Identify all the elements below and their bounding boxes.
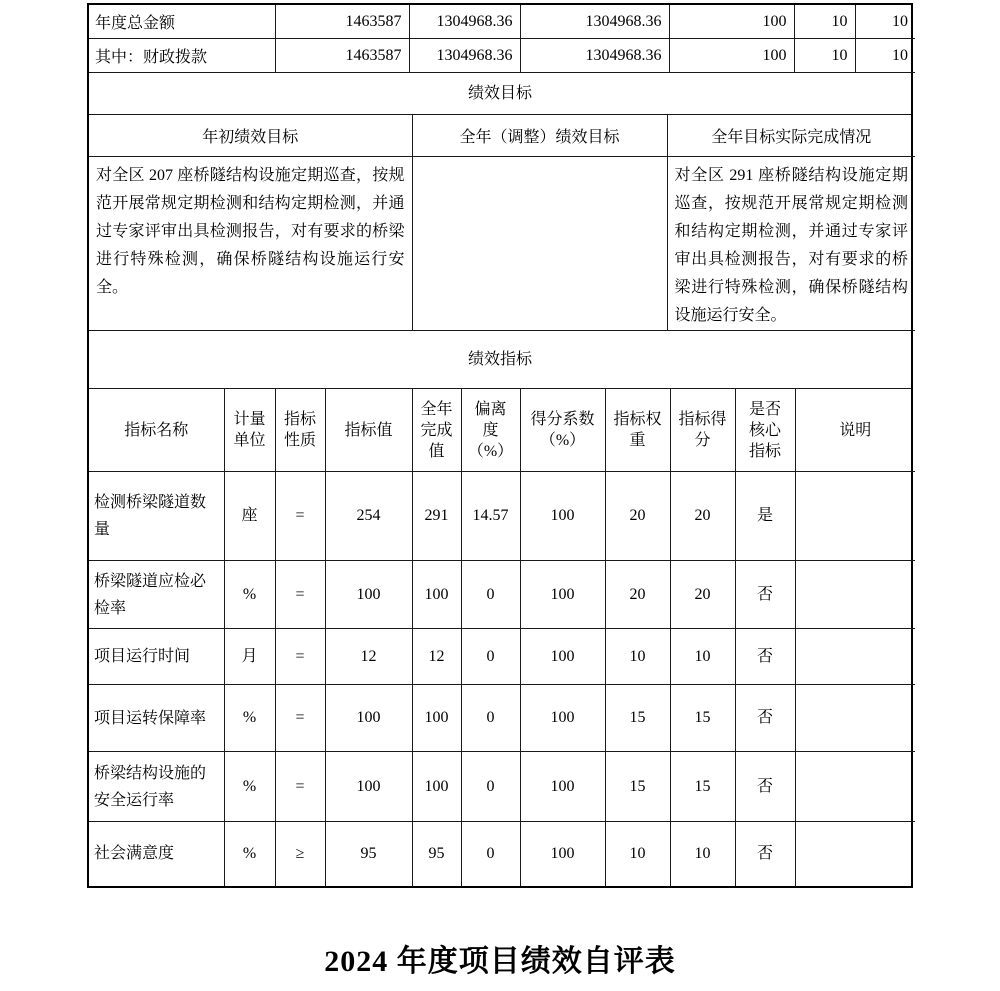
indicator-value-cell: 是 — [735, 472, 795, 561]
indicator-value-cell: 15 — [670, 685, 735, 752]
indicator-value-cell: 0 — [461, 685, 520, 752]
indicator-value-cell — [795, 561, 915, 629]
indicator-value-cell: % — [224, 752, 275, 822]
self-evaluation-table — [87, 3, 913, 888]
funding-label-cell: 年度总金额 — [89, 5, 275, 39]
funding-value-cell: 1304968.36 — [409, 5, 520, 39]
indicator-column-header: 全年完成值 — [412, 389, 461, 472]
indicator-value-cell: 100 — [520, 822, 605, 886]
adjusted-goal-text — [412, 157, 667, 331]
funding-value-cell: 1304968.36 — [409, 39, 520, 73]
indicator-value-cell: 100 — [520, 561, 605, 629]
indicator-column-header: 指标性质 — [275, 389, 325, 472]
indicator-value-cell — [795, 752, 915, 822]
indicator-row — [89, 561, 915, 629]
funding-value-cell: 10 — [855, 5, 915, 39]
indicator-value-cell: % — [224, 561, 275, 629]
indicator-value-cell: 20 — [670, 561, 735, 629]
indicator-value-cell: 100 — [520, 752, 605, 822]
goals-col-adjusted-header: 全年（调整）绩效目标 — [412, 115, 667, 157]
indicator-value-cell — [795, 685, 915, 752]
funding-label-cell: 其中：财政拨款 — [89, 39, 275, 73]
indicator-value-cell: % — [224, 822, 275, 886]
indicators-table-body — [89, 472, 915, 886]
indicator-name-cell: 桥梁结构设施的安全运行率 — [89, 752, 224, 822]
indicator-value-cell: 否 — [735, 685, 795, 752]
indicator-column-header: 得分系数（%） — [520, 389, 605, 472]
indicator-column-header: 是否核心指标 — [735, 389, 795, 472]
indicator-value-cell: 100 — [412, 685, 461, 752]
goals-col-actual-header: 全年目标实际完成情况 — [667, 115, 915, 157]
goals-header-row — [89, 115, 915, 157]
indicator-value-cell: 12 — [412, 629, 461, 685]
indicator-name-cell: 社会满意度 — [89, 822, 224, 886]
indicator-value-cell: 20 — [670, 472, 735, 561]
indicator-value-cell: 否 — [735, 752, 795, 822]
funding-value-cell: 1304968.36 — [520, 39, 669, 73]
indicator-value-cell: 15 — [605, 685, 670, 752]
indicator-value-cell: 0 — [461, 629, 520, 685]
funding-table-body — [89, 5, 915, 73]
indicator-column-header: 指标得分 — [670, 389, 735, 472]
indicator-value-cell: 14.57 — [461, 472, 520, 561]
goals-text-row — [89, 157, 915, 331]
indicator-column-header: 说明 — [795, 389, 915, 472]
indicator-column-header: 计量单位 — [224, 389, 275, 472]
indicator-value-cell: 0 — [461, 561, 520, 629]
indicator-value-cell: 12 — [325, 629, 412, 685]
indicator-value-cell: 否 — [735, 561, 795, 629]
indicator-value-cell: 100 — [412, 752, 461, 822]
indicator-row — [89, 752, 915, 822]
indicator-value-cell: = — [275, 629, 325, 685]
indicator-value-cell: 0 — [461, 822, 520, 886]
funding-row — [89, 5, 915, 39]
indicator-value-cell: 95 — [325, 822, 412, 886]
goals-col-initial-header: 年初绩效目标 — [89, 115, 412, 157]
indicator-value-cell: 254 — [325, 472, 412, 561]
funding-table — [89, 5, 915, 73]
indicator-name-cell: 项目运转保障率 — [89, 685, 224, 752]
indicator-value-cell: 月 — [224, 629, 275, 685]
indicator-value-cell: 10 — [670, 629, 735, 685]
indicator-value-cell: 否 — [735, 822, 795, 886]
indicator-value-cell: 100 — [520, 629, 605, 685]
indicator-name-cell: 检测桥梁隧道数量 — [89, 472, 224, 561]
indicator-value-cell: 10 — [605, 629, 670, 685]
indicator-value-cell — [795, 629, 915, 685]
indicator-column-header: 指标值 — [325, 389, 412, 472]
indicator-value-cell: 100 — [325, 561, 412, 629]
funding-value-cell: 10 — [855, 39, 915, 73]
indicator-value-cell: 15 — [670, 752, 735, 822]
funding-value-cell: 10 — [794, 39, 855, 73]
indicator-value-cell: 20 — [605, 472, 670, 561]
indicator-row — [89, 629, 915, 685]
indicator-name-cell: 桥梁隧道应检必检率 — [89, 561, 224, 629]
indicator-row — [89, 822, 915, 886]
funding-value-cell: 100 — [669, 5, 794, 39]
initial-goal-text: 对全区 207 座桥隧结构设施定期巡查，按规范开展常规定期检测和结构定期检测，并通过专家评审出具检测报告，对有要求的桥梁进行特殊检测，确保桥隧结构设施运行安全。 — [89, 157, 412, 331]
indicator-value-cell: = — [275, 752, 325, 822]
indicator-column-header: 指标名称 — [89, 389, 224, 472]
indicator-value-cell: = — [275, 472, 325, 561]
funding-value-cell: 1463587 — [275, 39, 409, 73]
indicator-value-cell: ≥ — [275, 822, 325, 886]
indicator-value-cell: 100 — [520, 472, 605, 561]
indicator-column-header: 指标权重 — [605, 389, 670, 472]
indicator-value-cell: 20 — [605, 561, 670, 629]
funding-value-cell: 100 — [669, 39, 794, 73]
indicator-value-cell — [795, 822, 915, 886]
funding-value-cell: 10 — [794, 5, 855, 39]
indicator-value-cell: 0 — [461, 752, 520, 822]
indicator-value-cell: 10 — [670, 822, 735, 886]
performance-indicators-table — [89, 389, 915, 886]
indicator-value-cell — [795, 472, 915, 561]
indicator-value-cell: 95 — [412, 822, 461, 886]
indicator-value-cell: 否 — [735, 629, 795, 685]
indicator-value-cell: % — [224, 685, 275, 752]
indicators-header-row — [89, 389, 915, 472]
indicator-value-cell: = — [275, 561, 325, 629]
funding-value-cell: 1304968.36 — [520, 5, 669, 39]
page-title: 2024 年度项目绩效自评表 — [324, 945, 676, 978]
indicator-value-cell: 100 — [412, 561, 461, 629]
indicator-value-cell: 100 — [520, 685, 605, 752]
indicator-value-cell: = — [275, 685, 325, 752]
indicator-value-cell: 10 — [605, 822, 670, 886]
funding-value-cell: 1463587 — [275, 5, 409, 39]
indicator-row — [89, 472, 915, 561]
indicator-value-cell: 100 — [325, 752, 412, 822]
indicator-column-header: 偏离度（%） — [461, 389, 520, 472]
indicator-row — [89, 685, 915, 752]
actual-completion-text: 对全区 291 座桥隧结构设施定期巡查，按规范开展常规定期检测和结构定期检测，并通过专家评审出具检测报告，对有要求的桥梁进行特殊检测，确保桥隧结构设施运行安全。 — [667, 157, 915, 331]
indicator-value-cell: 15 — [605, 752, 670, 822]
performance-goals-table — [89, 115, 915, 331]
section-title-performance-goals: 绩效目标 — [89, 73, 911, 115]
indicator-value-cell: 100 — [325, 685, 412, 752]
section-title-performance-indicators: 绩效指标 — [89, 331, 911, 389]
indicator-value-cell: 座 — [224, 472, 275, 561]
indicator-name-cell: 项目运行时间 — [89, 629, 224, 685]
funding-row — [89, 39, 915, 73]
indicator-value-cell: 291 — [412, 472, 461, 561]
